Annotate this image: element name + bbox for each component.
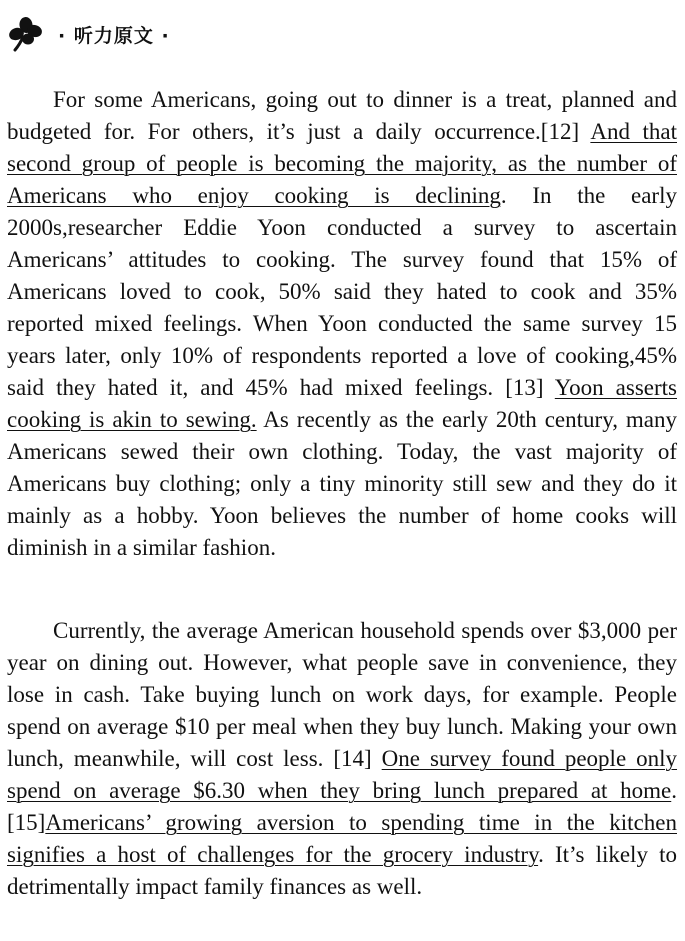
text-segment: Currently, the average American household spends over $3,000 per year on dining out. However, what people save in convenience, they lose in cash. Take buying lunch on work days, for example. People spend on average $10 per meal when they buy lunch. Making your own lunch, meanwhile, will cost less. [14] bbox=[7, 618, 677, 771]
text-segment: . In the early 2000s,researcher Eddie Yoon conducted a survey to ascertain Americans’ attitudes to cooking. The survey found that 15% of Americans loved to cook, 50% said they hated to cook and 35% reported mixed feelings. When Yoon conducted the same survey 15 years later, only 10% of respondents reported a love of cooking,45% said they hated it, and 45% had mixed feelings. [13] bbox=[7, 183, 677, 400]
transcript-paragraph-1 bbox=[7, 84, 677, 564]
underlined-answer-15: Americans’ growing aversion to spending time in the kitchen signifies a host of challenges for the grocery industry bbox=[7, 810, 677, 867]
underlined-answer-12: And that second group of people is becoming the majority, as the number of Americans who enjoy cooking is declining bbox=[7, 119, 677, 208]
transcript-paragraph-2 bbox=[7, 615, 677, 903]
text-segment: For some Americans, going out to dinner is a treat, planned and budgeted for. For others, it’s just a daily occurrence.[12] bbox=[7, 87, 677, 144]
header-title: · 听力原文 · bbox=[58, 24, 170, 47]
underlined-answer-14: One survey found people only spend on average $6.30 when they bring lunch prepared at home bbox=[7, 746, 678, 803]
section-header bbox=[8, 14, 170, 54]
text-segment: .[15] bbox=[7, 778, 677, 835]
text-segment: As recently as the early 20th century, many Americans sewed their own clothing. Today, the vast majority of Americans buy clothing; only a tiny minority still sew and they do it mainly as a hobby. Yoon believes the number of home cooks will diminish in a similar fashion. bbox=[7, 407, 677, 560]
underlined-answer-13: Yoon asserts cooking is akin to sewing. bbox=[7, 375, 677, 432]
clover-icon bbox=[8, 16, 44, 52]
text-segment: . It’s likely to detrimentally impact family finances as well. bbox=[7, 842, 677, 899]
